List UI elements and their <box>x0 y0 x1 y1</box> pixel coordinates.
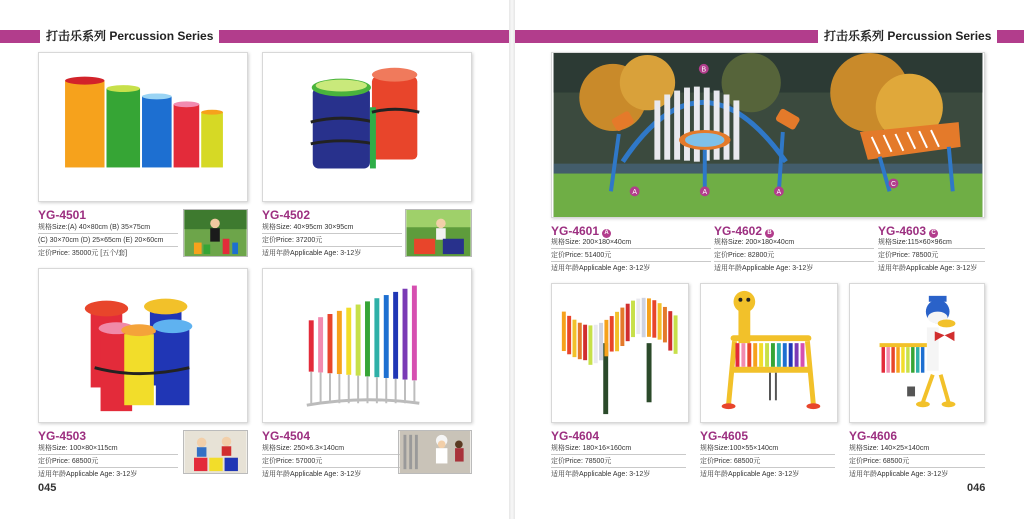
product-badge: B <box>765 229 774 238</box>
product-size: 规格Size: 200×180×40cm <box>551 239 632 246</box>
scene-label-b: B <box>701 66 707 74</box>
scene-label-a: A <box>776 188 782 196</box>
divider <box>849 467 985 468</box>
product-code: YG-4605 <box>700 429 749 443</box>
divider <box>262 233 402 234</box>
product-age: 适用年龄Applicable Age: 3-12岁 <box>262 250 362 257</box>
product-code: YG-4601 <box>551 224 600 238</box>
product-code: YG-4501 <box>38 208 87 222</box>
product-price: 定价Price: 57000元 <box>262 458 323 465</box>
product-price: 定价Price: 37200元 <box>262 237 323 244</box>
product-image-yg-4504 <box>262 268 472 423</box>
product-age: 适用年龄Applicable Age: 3-12岁 <box>262 471 362 478</box>
product-image-yg-4605 <box>700 283 838 423</box>
divider <box>700 454 835 455</box>
product-size: 规格Size: 100×80×115cm <box>38 445 118 452</box>
product-price: 定价Price: 68500元 <box>700 458 761 465</box>
product-scene-yg-4601-4603 <box>551 52 985 218</box>
divider <box>849 454 985 455</box>
page-number: 046 <box>967 482 986 494</box>
product-code-yg-4603 <box>878 224 938 238</box>
divider <box>714 261 874 262</box>
product-code: YG-4602 <box>714 224 763 238</box>
product-price: 定价Price: 78500元 <box>878 252 939 259</box>
product-image-yg-4604 <box>551 283 689 423</box>
scene-label-c: C <box>890 180 896 188</box>
product-age: 适用年龄Applicable Age: 3-12岁 <box>849 471 949 478</box>
section-title: 打击乐系列 Percussion Series <box>818 27 997 46</box>
product-photo-yg-4502 <box>405 209 472 257</box>
product-size: 规格Size:(A) 40×80cm (B) 35×75cm <box>38 224 151 231</box>
divider <box>38 467 178 468</box>
product-size: 规格Size:100×55×140cm <box>700 445 779 452</box>
product-size: 规格Size: 200×180×40cm <box>714 239 795 246</box>
divider <box>878 248 985 249</box>
divider <box>551 261 711 262</box>
product-age: 适用年龄Applicable Age: 3-12岁 <box>714 265 814 272</box>
product-price: 定价Price: 68500元 <box>849 458 910 465</box>
product-code: YG-4603 <box>878 224 927 238</box>
scene-label-a: A <box>632 188 637 196</box>
product-code-yg-4602 <box>714 224 774 238</box>
product-size: 规格Size:115×60×96cm <box>878 239 952 246</box>
divider <box>262 467 402 468</box>
product-age: 适用年龄Applicable Age: 3-12岁 <box>878 265 978 272</box>
catalog-page-right <box>515 0 1024 519</box>
catalog-page-left <box>0 0 509 519</box>
product-photo-yg-4501 <box>183 209 248 257</box>
product-code: YG-4502 <box>262 208 311 222</box>
product-age: 适用年龄Applicable Age: 3-12岁 <box>551 471 651 478</box>
product-age: 适用年龄Applicable Age: 3-12岁 <box>551 265 651 272</box>
divider <box>38 233 178 234</box>
section-title: 打击乐系列 Percussion Series <box>40 27 219 46</box>
scene-label-a: A <box>702 188 708 196</box>
product-code-yg-4601 <box>551 224 611 238</box>
product-size: 规格Size: 180×16×160cm <box>551 445 632 452</box>
product-size: 规格Size: 140×25×140cm <box>849 445 930 452</box>
divider <box>38 454 178 455</box>
product-photo-yg-4503 <box>183 430 248 474</box>
divider <box>262 454 402 455</box>
product-price: 定价Price: 78500元 <box>551 458 612 465</box>
product-size: 规格Size: 250×6.3×140cm <box>262 445 345 452</box>
product-size: 规格Size: 40×95cm 30×95cm <box>262 224 354 231</box>
divider <box>38 246 178 247</box>
product-price: 定价Price: 35000元 [五个/套] <box>38 250 128 257</box>
page-number: 045 <box>38 482 57 494</box>
product-code: YG-4606 <box>849 429 898 443</box>
product-size-2: (C) 30×70cm (D) 25×65cm (E) 20×60cm <box>38 237 164 244</box>
product-price: 定价Price: 51400元 <box>551 252 612 259</box>
divider <box>700 467 835 468</box>
product-price: 定价Price: 82800元 <box>714 252 775 259</box>
product-badge: C <box>929 229 938 238</box>
product-photo-yg-4504 <box>398 430 472 474</box>
product-age: 适用年龄Applicable Age: 3-12岁 <box>38 471 138 478</box>
divider <box>714 248 874 249</box>
divider <box>262 246 402 247</box>
divider <box>551 248 711 249</box>
product-image-yg-4606 <box>849 283 985 423</box>
product-price: 定价Price: 68500元 <box>38 458 99 465</box>
product-code: YG-4604 <box>551 429 600 443</box>
product-code: YG-4504 <box>262 429 311 443</box>
product-badge: A <box>602 229 611 238</box>
product-image-yg-4501 <box>38 52 248 202</box>
divider <box>551 467 686 468</box>
divider <box>551 454 686 455</box>
product-image-yg-4503 <box>38 268 248 423</box>
product-age: 适用年龄Applicable Age: 3-12岁 <box>700 471 800 478</box>
product-code: YG-4503 <box>38 429 87 443</box>
product-image-yg-4502 <box>262 52 472 202</box>
divider <box>878 261 985 262</box>
